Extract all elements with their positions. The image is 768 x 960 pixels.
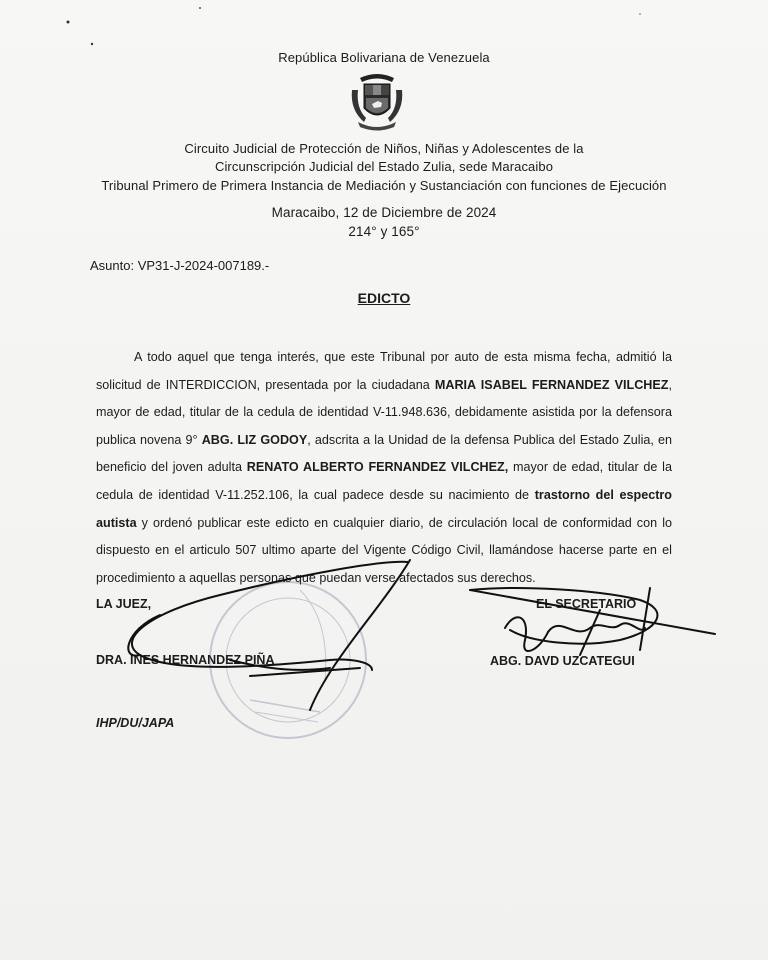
beneficiary-name: RENATO ALBERTO FERNANDEZ VILCHEZ, [246,460,509,475]
applicant-name: MARIA ISABEL FERNANDEZ VILCHEZ [434,377,669,392]
court-name-line-1: Circuito Judicial de Protección de Niños, Niñas y Adolescentes de la [184,141,584,156]
republic-heading: República Bolivariana de Venezuela [278,50,490,65]
court-name-line-3: Tribunal Primero de Primera Instancia de Mediación y Sustanciación con funciones de Ejecución [101,178,667,193]
body-text-3: , adscrita a la Unidad de la defensa Publica del Estado Zulia, en beneficio del joven adulta [96,432,673,475]
body-text-5: y ordenó publicar este edicto en cualquier diario, de circulación local de conformidad con lo dispuesto en el articulo 507 ultimo aparte del Vigente Código Civil, llamándose hacerse parte en el procedimiento a aquellas personas que puedan verse afectados sus derechos. [96,515,672,585]
document-initials: IHP/DU/JAPA [96,716,175,730]
judge-name: DRA. INES HERNANDEZ PIÑA [96,653,275,667]
body-text-1: A todo aquel que tenga interés, que este Tribunal por auto de esta misma fecha, admitió la solicitud de INTERDICCION, presentada por la ciudadana [96,350,672,392]
condition-text: trastorno del espectro autista [96,487,673,530]
body-text-4: mayor de edad, titular de la cedula de identidad V-11.252.106, la cual padece desde su nacimiento de [96,460,672,502]
independence-years: 214° y 165° [348,224,420,239]
secretary-name: ABG. DAVD UZCATEGUI [490,654,635,668]
coat-of-arms-icon [348,72,406,134]
edict-body [96,344,672,592]
secretary-title: EL SECRETARIO [536,597,637,611]
document-title: EDICTO [357,290,411,306]
judge-title: LA JUEZ, [96,597,152,611]
defender-name: ABG. LIZ GODOY [201,432,308,447]
court-name-line-2: Circunscripción Judicial del Estado Zulia, sede Maracaibo [214,159,554,174]
city-date: Maracaibo, 12 de Diciembre de 2024 [271,205,497,220]
case-subject: Asunto: VP31-J-2024-007189.- [90,258,270,273]
body-text-2: , mayor de edad, titular de la cedula de identidad V-11.948.636, debidamente asistida por la defensora publica novena 9° [96,377,672,447]
